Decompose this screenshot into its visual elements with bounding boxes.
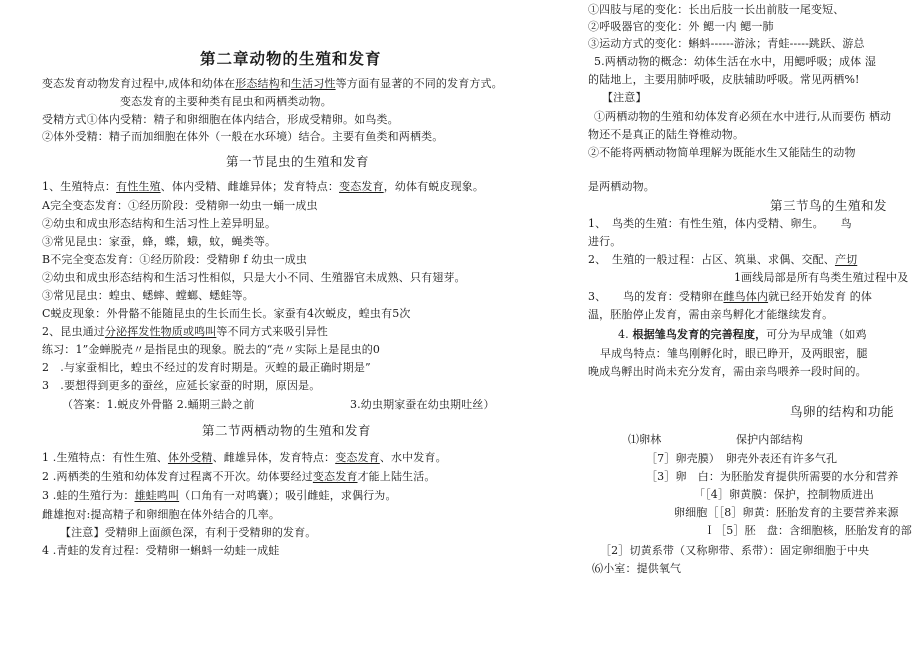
line-text: 2、 生殖的一般过程：占区、筑巢、求偶、交配、 [588,253,835,266]
bird-line-3 [588,253,857,267]
amphibian-concept-1: 5.两栖动物的概念：幼体生活在水中，用鳃呼吸；成体 湿 [594,55,877,68]
fertilization-internal: 受精方式①体内受精：精子和卵细胞在体内结合，形成受精卵。如鸟类。 [42,113,399,126]
line-text: （口角有一对鸣囊）；吸引雌蛙，求偶行为。 [179,489,397,502]
amphibian-concept-2: 的陆地上，主要用肺呼吸，皮肤辅助呼吸。常见两栖%! [588,73,860,86]
underlined-term: 雌鸟体内 [723,290,769,303]
exercise-line-2: 2 .与家蚕相比，蝗虫不经过的发育时期是。灭蝗的最正确时期是” [42,361,371,374]
egg-structure-1a: ⑴卵林 [628,433,662,446]
underlined-term: 有性生殖 [116,180,161,193]
note-line-2: 物还不是真正的陆生脊椎动物。 [588,128,745,141]
line-text: 1 .生殖特点：有性生殖、 [42,451,168,464]
intro-text: 和 [279,77,291,90]
intro-text: 等方面有显著的不同的发育方式。 [335,77,503,90]
bird-line-7 [618,328,867,342]
line-text: 3、 鸟的发育：受精卵在 [588,290,724,303]
egg-structure-5: 卵细胞［［8］卵黄：胚胎发育的主要营养来源 [674,506,899,519]
amphibian-line-6: 4 .青蛙的发育过程：受精卵一蝌蚪一幼蛙一成蛙 [42,544,280,557]
underlined-term: 产切 [834,253,858,266]
insect-line-6: ②幼虫和成虫形态结构和生活习性相似，只是大小不同、生殖器官未成熟、只有翅芽。 [42,271,466,284]
egg-structure-2: ［7］卵壳膜） 卵壳外表还有许多气孔 [646,452,838,465]
underlined-term: 生活习性 [290,77,336,90]
line-text: 3 .蛙的生殖行为： [42,489,135,502]
underlined-term: 变态发育 [312,470,358,483]
line-text: 4. [618,328,629,341]
insect-line-7: ③常见昆虫：蝗虫、蟋蟀、螳螂、蟋蛙等。 [42,289,254,302]
frog-change-limbs: ①四肢与尾的变化：长出后肢一长出前肢一尾变短、 [588,3,845,16]
amphibian-line-4: 雌雄抱对:提高精子和卵细胞在体外结合的几率。 [42,508,281,521]
egg-structure-7: ［2］切黄系带（又称卵带、系带）：固定卵细胞于中央 [600,544,870,557]
section-1-title: 第一节昆虫的生殖和发育 [226,154,370,169]
line-text: 2、昆虫通过 [42,325,105,338]
line-text: 等不同方式来吸引异性 [216,325,328,338]
underlined-term: 形态结构 [235,77,280,90]
bold-phrase: 根据雏鸟发育的完善程度， [632,328,767,341]
note-line-1: ①两栖动物的生殖和幼体发育必须在水中进行,从而要伤 栖动 [594,110,892,123]
insect-line-9 [42,325,328,339]
insect-line-5: B不完全变态发育：①经历阶段：受精卵 f 幼虫一成虫 [42,253,308,266]
egg-structure-3: ［3］卵 白：为胚胎发育提供所需要的水分和营养 [646,470,899,483]
insect-line-8: C蜕皮现象：外骨骼不能随昆虫的生长而生长。家蚕有4次蜕皮，蝗虫有5次 [42,307,411,320]
section-2-title: 第二节两栖动物的生殖和发育 [202,423,372,438]
line-text: 2 .两栖类的生殖和幼体发育过程离不开次。幼体要经过 [42,470,313,483]
amphibian-note: 【注意】受精卵上面颜色深，有利于受精卵的发育。 [60,526,317,539]
chapter-title: 第二章动物的生殖和发育 [200,49,382,68]
insect-line-1 [42,180,484,194]
bird-line-2: 进行。 [588,235,622,248]
underlined-term: 变态发育 [339,180,384,193]
intro-line [42,77,503,91]
section-3-title: 第三节鸟的生殖和发 [770,198,888,213]
insect-line-3: ②幼虫和成虫形态结构和生活习性上差异明显。 [42,217,277,230]
amphibian-line-2 [42,470,436,484]
fertilization-external: ②体外受精：精子而加细胞在体外（一般在水环境）结合。主要有鱼类和两栖类。 [42,130,444,143]
line-text: 、水中发育。 [379,451,447,464]
note-line-3: ②不能将两栖动物简单理解为既能水生又能陆生的动物 [588,146,856,159]
note-heading: 【注意】 [602,91,647,104]
line-text: 才能上陆生活。 [357,470,436,483]
line-text: 就已经开始发育 的体 [768,290,873,303]
bird-line-8: 早成鸟特点：雏鸟刚孵化时，眼已睁开，及两眼密，腿 [600,347,868,360]
frog-change-movement: ③运动方式的变化：蝌蚪------游泳；青蛙-----跳跃、游总 [588,37,865,50]
line-text: 可分为早成雏（如鸡 [766,328,867,341]
amphibian-line-1 [42,451,447,465]
underlined-term: 分泌挥发性物质或鸣叫 [104,325,217,338]
egg-structure-1b: 保护内部结构 [736,433,803,446]
exercise-line-1: 练习：1”金蝉脱壳〃是指昆虫的现象。脱去的“壳〃实际上是昆虫的0 [42,343,381,356]
insect-line-2: A完全变态发育：①经历阶段：受精卵一幼虫一蛹一成虫 [42,199,318,212]
egg-structure-4: 「［4］卵黄膜：保护，控制物质进出 [694,488,875,501]
bird-line-4: 1画线局部是所有鸟类生殖过程中及 [734,271,909,284]
egg-structure-8: ⑹小室：提供氧气 [592,562,682,575]
insect-line-4: ③常见昆虫：家蚕，蜂，蝶，蛾，蚊，蝇类等。 [42,235,277,248]
bird-line-9: 晚成鸟孵出时尚未充分发育，需由亲鸟喂养一段时间的。 [588,365,867,378]
amphibian-line-3 [42,489,397,503]
intro-text: 变态发育动物发育过程中,成体和幼体在 [42,77,236,90]
section-4-title: 鸟卵的结构和功能 [790,404,895,419]
bird-line-1: 1、 鸟类的生殖：有性生殖，体内受精、卵生。 鸟 [588,217,852,230]
frog-change-respiration: ②呼吸器官的变化：外 鳃一内 鳃一肺 [588,20,774,33]
bird-line-5 [588,290,872,304]
line-text: 1、生殖特点： [42,180,117,193]
egg-structure-6: Ｉ［5］胚 盘：含细胞核，胚胎发育的部 [704,524,912,537]
note-line-4: 是两栖动物。 [588,180,655,193]
line-text: ，幼体有蜕皮现象。 [383,180,485,193]
bird-line-6: 温，胚胎停止发育，需由亲鸟孵化才能继续发育。 [588,308,834,321]
underlined-term: 体外受精 [167,451,213,464]
line-text: 、雌雄异体，发育特点： [212,451,336,464]
exercise-line-3: 3 .要想得到更多的蚕丝，应延长家蚕的时期，原因是。 [42,379,321,392]
underlined-term: 雄蛙鸣叫 [134,489,180,502]
answer-part-1: （答案：1.蜕皮外骨骼 2.蛹期三龄之前 [62,398,255,411]
line-text: 、体内受精、雌雄异体；发育特点： [160,180,340,193]
answer-part-2: 3.幼虫期家蚕在幼虫期吐丝） [350,398,495,411]
underlined-term: 变态发育 [335,451,380,464]
intro-line-2: 变态发育的主要种类有昆虫和两栖类动物。 [120,95,332,108]
